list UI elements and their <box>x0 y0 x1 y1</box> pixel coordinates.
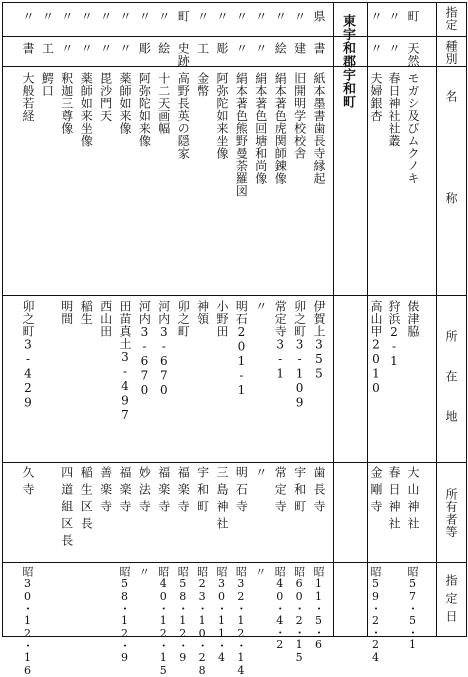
cell-location: 河内3-670 <box>156 300 171 398</box>
cell-type: 〃 <box>387 42 401 55</box>
cell-name: 薬師如来像 <box>118 72 132 135</box>
cell-date: 昭57・5・1 <box>406 566 419 651</box>
header-date: 指定日 <box>444 574 458 628</box>
left-border <box>2 2 3 637</box>
cell-location: 田苗真土3-497 <box>118 300 132 423</box>
cell-location: 伊賀上355 <box>312 300 326 381</box>
cell-type: 彫 <box>137 42 152 55</box>
cell-designation: 〃 <box>273 10 288 23</box>
cell-date: 〃 <box>253 566 267 577</box>
cell-designation: 〃 <box>195 10 210 23</box>
cell-date: 昭11・5・6 <box>312 566 325 651</box>
cell-owner: 金剛寺 <box>369 466 383 517</box>
cell-designation: 〃 <box>21 10 35 23</box>
cell-name: 阿弥陀如来坐像 <box>215 72 229 160</box>
cell-date: 昭60・2・15 <box>292 566 306 664</box>
cell-designation: 〃 <box>137 10 152 23</box>
cell-owner: 宇和町 <box>195 466 210 517</box>
cell-name: 高野長英の隠家 <box>176 72 191 160</box>
cell-name: 金幣 <box>195 72 210 97</box>
divider-owner <box>2 562 466 563</box>
cell-designation: 〃 <box>156 10 171 23</box>
cell-name: 絹本著色熊野曼荼羅図 <box>234 72 249 197</box>
cell-location: 常定寺3-1 <box>273 300 288 381</box>
divider-designation <box>2 36 466 37</box>
cell-owner: 四道組区長 <box>59 466 74 551</box>
cell-name: 旧開明学校校舎 <box>292 72 307 160</box>
cell-owner: 善楽寺 <box>98 466 113 517</box>
cell-location: 河内3-670 <box>137 300 152 398</box>
cell-owner: 久寺 <box>21 466 35 500</box>
cell-type: 書 <box>312 42 326 55</box>
cell-designation: 〃 <box>98 10 113 23</box>
cell-name: 鰐口 <box>40 72 55 97</box>
cell-date: 昭40・4・2 <box>273 566 287 651</box>
cell-owner: 福楽寺 <box>176 466 191 517</box>
cell-type: 〃 <box>234 42 249 55</box>
header-owner: 所有者等 <box>444 488 458 538</box>
cell-designation: 〃 <box>369 10 383 23</box>
cell-date: 昭40・12・15 <box>156 566 170 677</box>
cell-designation: 〃 <box>118 10 132 23</box>
header-designation: 指定 <box>444 6 458 31</box>
cell-designation: 〃 <box>40 10 55 23</box>
cell-location: 明石201-1 <box>234 300 249 398</box>
cell-owner: 宇和町 <box>292 466 307 517</box>
cell-designation: 〃 <box>253 10 268 23</box>
cell-designation: 〃 <box>215 10 229 23</box>
cell-date: 昭58・12・9 <box>118 566 131 664</box>
cell-type: 工 <box>195 42 210 55</box>
cell-designation: 〃 <box>59 10 74 23</box>
cell-designation: 〃 <box>387 10 401 23</box>
cell-location: 小野田 <box>215 300 229 338</box>
cell-name: 春日神社社叢 <box>387 72 401 147</box>
cell-location: 明間 <box>59 300 74 325</box>
cell-date: 昭58・12・9 <box>176 566 190 664</box>
cell-owner: 大山神社 <box>406 466 420 534</box>
cell-designation: 〃 <box>292 10 307 23</box>
cell-location: 稲生 <box>79 300 94 325</box>
cell-owner: 福楽寺 <box>118 466 132 517</box>
cell-owner: 常定寺 <box>273 466 288 517</box>
cell-name: モガシ及びムクノキ <box>406 72 420 185</box>
cell-location: 神領 <box>195 300 210 325</box>
cell-type: 書 <box>21 42 35 55</box>
cell-owner: 妙法寺 <box>137 466 152 517</box>
cell-name: 大般若経 <box>21 72 35 122</box>
cell-designation: 〃 <box>234 10 249 23</box>
cell-date: 昭30・11・4 <box>215 566 228 664</box>
cell-owner: 稲生区長 <box>79 466 94 534</box>
cell-owner: 春日神社 <box>387 466 401 534</box>
cell-owner: 明石寺 <box>234 466 249 517</box>
cell-name: 阿弥陀如来像 <box>137 72 152 147</box>
cell-location: 西山田 <box>98 300 113 338</box>
cell-type: 史跡 <box>176 42 191 67</box>
cell-type: 絵 <box>156 42 171 55</box>
section-divider-right <box>367 2 368 637</box>
cell-designation: 県 <box>312 10 326 23</box>
cell-date: 昭23・10・28 <box>195 566 209 677</box>
cell-date: 昭59・2・24 <box>369 566 382 664</box>
cell-type: 建 <box>292 42 307 55</box>
cell-owner: 歯長寺 <box>312 466 326 517</box>
cell-name: 毘沙門天 <box>98 72 113 122</box>
header-type: 種別 <box>444 40 458 65</box>
cell-name: 絹本著色虎関師錬像 <box>273 72 288 185</box>
cell-location: 卯之町 <box>176 300 191 338</box>
cell-type: 〃 <box>253 42 268 55</box>
cell-location: 卯之町3-109 <box>292 300 307 410</box>
cell-type: 彫 <box>215 42 229 55</box>
cell-designation: 〃 <box>79 10 94 23</box>
cell-date: 昭32・12・14 <box>234 566 248 677</box>
section-title: 東宇和郡宇和町 <box>340 14 355 109</box>
cell-name: 薬師如来坐像 <box>79 72 94 147</box>
cell-type: 〃 <box>118 42 132 55</box>
cell-designation: 町 <box>176 10 191 23</box>
cell-location: 〃 <box>253 300 268 313</box>
divider-type <box>2 66 466 67</box>
cell-designation: 町 <box>406 10 420 23</box>
cell-type: 絵 <box>273 42 288 55</box>
divider-location <box>2 462 466 463</box>
cell-location: 俵津脇 <box>406 300 420 338</box>
divider-name <box>2 295 466 296</box>
right-border <box>466 2 467 637</box>
cell-location: 狩浜2-1 <box>387 300 401 369</box>
section-divider-left <box>333 2 334 637</box>
cell-owner: 三島神社 <box>215 466 229 534</box>
header-divider <box>436 2 437 637</box>
cell-type: 〃 <box>98 42 113 55</box>
cell-name: 十二天画幅 <box>156 72 171 135</box>
cell-name: 釈迦三尊像 <box>59 72 74 135</box>
cell-owner: 〃 <box>253 466 268 483</box>
cell-name: 絹本著色回塘和尚像 <box>253 72 268 185</box>
cell-date: 昭30・12・16 <box>21 566 34 677</box>
cell-owner: 福楽寺 <box>156 466 171 517</box>
cell-name: 夫婦銀杏 <box>369 72 383 122</box>
cell-type: 〃 <box>79 42 94 55</box>
top-border <box>2 2 466 3</box>
header-name: 名称 <box>444 90 458 294</box>
cell-name: 紙本墨書歯長寺縁起 <box>312 72 326 185</box>
cell-location: 卯之町3-429 <box>21 300 35 410</box>
cell-type: 〃 <box>369 42 383 55</box>
cell-type: 工 <box>40 42 55 55</box>
cell-date: 〃 <box>137 566 151 577</box>
cell-type: 天然 <box>406 42 420 67</box>
header-location: 所在地 <box>444 330 458 450</box>
cell-type: 〃 <box>59 42 74 55</box>
cell-location: 高山甲2010 <box>369 300 383 396</box>
